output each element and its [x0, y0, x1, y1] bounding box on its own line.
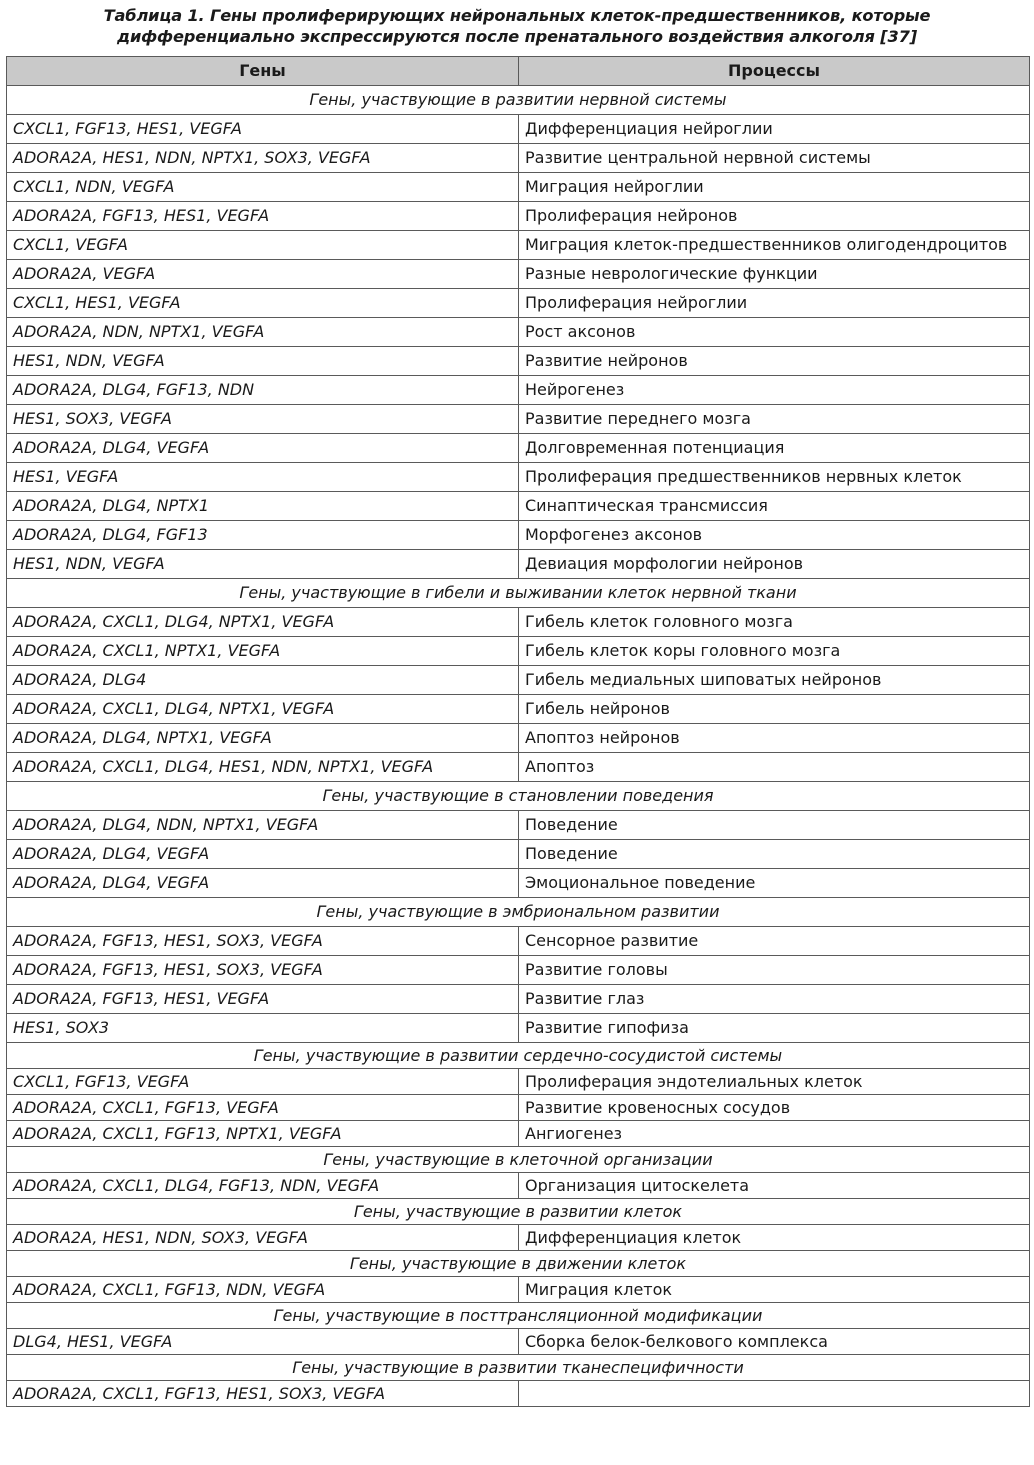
genes-cell: CXCL1, NDN, VEGFA: [7, 173, 519, 202]
table-row: [7, 637, 1030, 666]
table-row: [7, 376, 1030, 405]
process-cell: Гибель клеток коры головного мозга: [519, 637, 1030, 666]
process-cell: Пролиферация нейронов: [519, 202, 1030, 231]
table-row: [7, 985, 1030, 1014]
section-title: Гены, участвующие в гибели и выживании клеток нервной ткани: [7, 579, 1030, 608]
table-row: [7, 1173, 1030, 1199]
genes-cell: ADORA2A, CXCL1, NPTX1, VEGFA: [7, 637, 519, 666]
section-row: [7, 1355, 1030, 1381]
table-row: [7, 521, 1030, 550]
genes-cell: ADORA2A, CXCL1, FGF13, HES1, SOX3, VEGFA: [7, 1381, 519, 1407]
genes-cell: ADORA2A, CXCL1, FGF13, NDN, VEGFA: [7, 1277, 519, 1303]
genes-cell: ADORA2A, DLG4, FGF13, NDN: [7, 376, 519, 405]
table-row: [7, 1014, 1030, 1043]
section-row: [7, 782, 1030, 811]
section-title: Гены, участвующие в развитии нервной системы: [7, 86, 1030, 115]
section-row: [7, 86, 1030, 115]
genes-cell: ADORA2A, DLG4, NDN, NPTX1, VEGFA: [7, 811, 519, 840]
genes-cell: ADORA2A, DLG4: [7, 666, 519, 695]
table-row: [7, 434, 1030, 463]
process-cell: Миграция клеток-предшественников олигодендроцитов: [519, 231, 1030, 260]
table-row: [7, 1277, 1030, 1303]
header-genes: Гены: [7, 57, 519, 86]
table-row: [7, 1329, 1030, 1355]
process-cell: Морфогенез аксонов: [519, 521, 1030, 550]
process-cell: Гибель нейронов: [519, 695, 1030, 724]
table-row: [7, 318, 1030, 347]
process-cell: Пролиферация нейроглии: [519, 289, 1030, 318]
table-body: [7, 86, 1030, 1407]
process-cell: Миграция клеток: [519, 1277, 1030, 1303]
genes-cell: ADORA2A, CXCL1, DLG4, FGF13, NDN, VEGFA: [7, 1173, 519, 1199]
section-title: Гены, участвующие в развитии клеток: [7, 1199, 1030, 1225]
process-cell: Организация цитоскелета: [519, 1173, 1030, 1199]
section-title: Гены, участвующие в посттрансляционной модификации: [7, 1303, 1030, 1329]
process-cell: Разные неврологические функции: [519, 260, 1030, 289]
table-row: [7, 144, 1030, 173]
process-cell: Пролиферация эндотелиальных клеток: [519, 1069, 1030, 1095]
process-cell: Гибель медиальных шиповатых нейронов: [519, 666, 1030, 695]
genes-cell: ADORA2A, DLG4, NPTX1: [7, 492, 519, 521]
table-row: [7, 840, 1030, 869]
table-row: [7, 695, 1030, 724]
genes-cell: CXCL1, VEGFA: [7, 231, 519, 260]
process-cell: Синаптическая трансмиссия: [519, 492, 1030, 521]
process-cell: Пролиферация предшественников нервных клеток: [519, 463, 1030, 492]
table-row: [7, 869, 1030, 898]
genes-cell: CXCL1, FGF13, HES1, VEGFA: [7, 115, 519, 144]
process-cell: Развитие кровеносных сосудов: [519, 1095, 1030, 1121]
table-row: [7, 1225, 1030, 1251]
section-row: [7, 1303, 1030, 1329]
genes-cell: ADORA2A, CXCL1, DLG4, NPTX1, VEGFA: [7, 608, 519, 637]
section-row: [7, 1043, 1030, 1069]
genes-cell: HES1, NDN, VEGFA: [7, 550, 519, 579]
table-row: [7, 608, 1030, 637]
table-row: [7, 811, 1030, 840]
genes-cell: ADORA2A, VEGFA: [7, 260, 519, 289]
process-cell: Дифференциация нейроглии: [519, 115, 1030, 144]
process-cell: Гибель клеток головного мозга: [519, 608, 1030, 637]
table-row: [7, 231, 1030, 260]
section-title: Гены, участвующие в развитии тканеспецифичности: [7, 1355, 1030, 1381]
genes-cell: ADORA2A, DLG4, VEGFA: [7, 869, 519, 898]
table-caption: [0, 5, 1034, 47]
process-cell: Развитие головы: [519, 956, 1030, 985]
table-row: [7, 347, 1030, 376]
section-row: [7, 1251, 1030, 1277]
process-cell: Нейрогенез: [519, 376, 1030, 405]
genes-cell: ADORA2A, CXCL1, FGF13, NPTX1, VEGFA: [7, 1121, 519, 1147]
genes-cell: ADORA2A, DLG4, FGF13: [7, 521, 519, 550]
genes-cell: ADORA2A, HES1, NDN, NPTX1, SOX3, VEGFA: [7, 144, 519, 173]
process-cell: Развитие центральной нервной системы: [519, 144, 1030, 173]
section-row: [7, 1147, 1030, 1173]
table-row: [7, 173, 1030, 202]
table-row: [7, 753, 1030, 782]
genes-cell: HES1, VEGFA: [7, 463, 519, 492]
genes-cell: ADORA2A, CXCL1, DLG4, NPTX1, VEGFA: [7, 695, 519, 724]
process-cell: Развитие нейронов: [519, 347, 1030, 376]
process-cell: Миграция нейроглии: [519, 173, 1030, 202]
process-cell: Апоптоз: [519, 753, 1030, 782]
genes-cell: ADORA2A, DLG4, VEGFA: [7, 434, 519, 463]
caption-line-2: дифференциально экспрессируются после пренатального воздействия алкоголя [37]: [117, 27, 917, 46]
table-row: [7, 405, 1030, 434]
genes-cell: ADORA2A, FGF13, HES1, SOX3, VEGFA: [7, 927, 519, 956]
table-row: [7, 202, 1030, 231]
process-cell: Развитие гипофиза: [519, 1014, 1030, 1043]
table-row: [7, 1069, 1030, 1095]
table-row: [7, 492, 1030, 521]
table-row: [7, 260, 1030, 289]
process-cell: Эмоциональное поведение: [519, 869, 1030, 898]
genes-cell: ADORA2A, DLG4, NPTX1, VEGFA: [7, 724, 519, 753]
genes-cell: HES1, NDN, VEGFA: [7, 347, 519, 376]
table-row: [7, 463, 1030, 492]
genes-cell: ADORA2A, NDN, NPTX1, VEGFA: [7, 318, 519, 347]
genes-cell: ADORA2A, FGF13, HES1, VEGFA: [7, 985, 519, 1014]
section-title: Гены, участвующие в развитии сердечно-сосудистой системы: [7, 1043, 1030, 1069]
genes-cell: DLG4, HES1, VEGFA: [7, 1329, 519, 1355]
section-row: [7, 1199, 1030, 1225]
process-cell: Рост аксонов: [519, 318, 1030, 347]
process-cell: Развитие переднего мозга: [519, 405, 1030, 434]
section-row: [7, 579, 1030, 608]
header-processes: Процессы: [519, 57, 1030, 86]
table-row: [7, 927, 1030, 956]
caption-line-1: Таблица 1. Гены пролиферирующих нейрональных клеток-предшественников, которые: [103, 6, 931, 25]
genes-cell: HES1, SOX3: [7, 1014, 519, 1043]
section-title: Гены, участвующие в становлении поведения: [7, 782, 1030, 811]
process-cell: Сенсорное развитие: [519, 927, 1030, 956]
genes-cell: CXCL1, HES1, VEGFA: [7, 289, 519, 318]
process-cell: [519, 1381, 1030, 1407]
genes-cell: ADORA2A, FGF13, HES1, SOX3, VEGFA: [7, 956, 519, 985]
genes-cell: CXCL1, FGF13, VEGFA: [7, 1069, 519, 1095]
genes-cell: ADORA2A, CXCL1, DLG4, HES1, NDN, NPTX1, VEGFA: [7, 753, 519, 782]
process-cell: Долговременная потенциация: [519, 434, 1030, 463]
process-cell: Апоптоз нейронов: [519, 724, 1030, 753]
table-row: [7, 724, 1030, 753]
section-row: [7, 898, 1030, 927]
table-row: [7, 956, 1030, 985]
process-cell: Дифференциация клеток: [519, 1225, 1030, 1251]
process-cell: Сборка белок-белкового комплекса: [519, 1329, 1030, 1355]
genes-cell: ADORA2A, HES1, NDN, SOX3, VEGFA: [7, 1225, 519, 1251]
process-cell: Развитие глаз: [519, 985, 1030, 1014]
section-title: Гены, участвующие в клеточной организации: [7, 1147, 1030, 1173]
table-row: [7, 550, 1030, 579]
genes-cell: HES1, SOX3, VEGFA: [7, 405, 519, 434]
genes-cell: ADORA2A, CXCL1, FGF13, VEGFA: [7, 1095, 519, 1121]
section-title: Гены, участвующие в эмбриональном развитии: [7, 898, 1030, 927]
table-row: [7, 1095, 1030, 1121]
process-cell: Поведение: [519, 811, 1030, 840]
table-row: [7, 1121, 1030, 1147]
table-row: [7, 289, 1030, 318]
process-cell: Ангиогенез: [519, 1121, 1030, 1147]
header-row: [7, 57, 1030, 86]
genes-cell: ADORA2A, DLG4, VEGFA: [7, 840, 519, 869]
process-cell: Девиация морфологии нейронов: [519, 550, 1030, 579]
genes-table: [6, 56, 1030, 1407]
genes-cell: ADORA2A, FGF13, HES1, VEGFA: [7, 202, 519, 231]
table-row: [7, 666, 1030, 695]
process-cell: Поведение: [519, 840, 1030, 869]
table-row: [7, 115, 1030, 144]
section-title: Гены, участвующие в движении клеток: [7, 1251, 1030, 1277]
table-row: [7, 1381, 1030, 1407]
